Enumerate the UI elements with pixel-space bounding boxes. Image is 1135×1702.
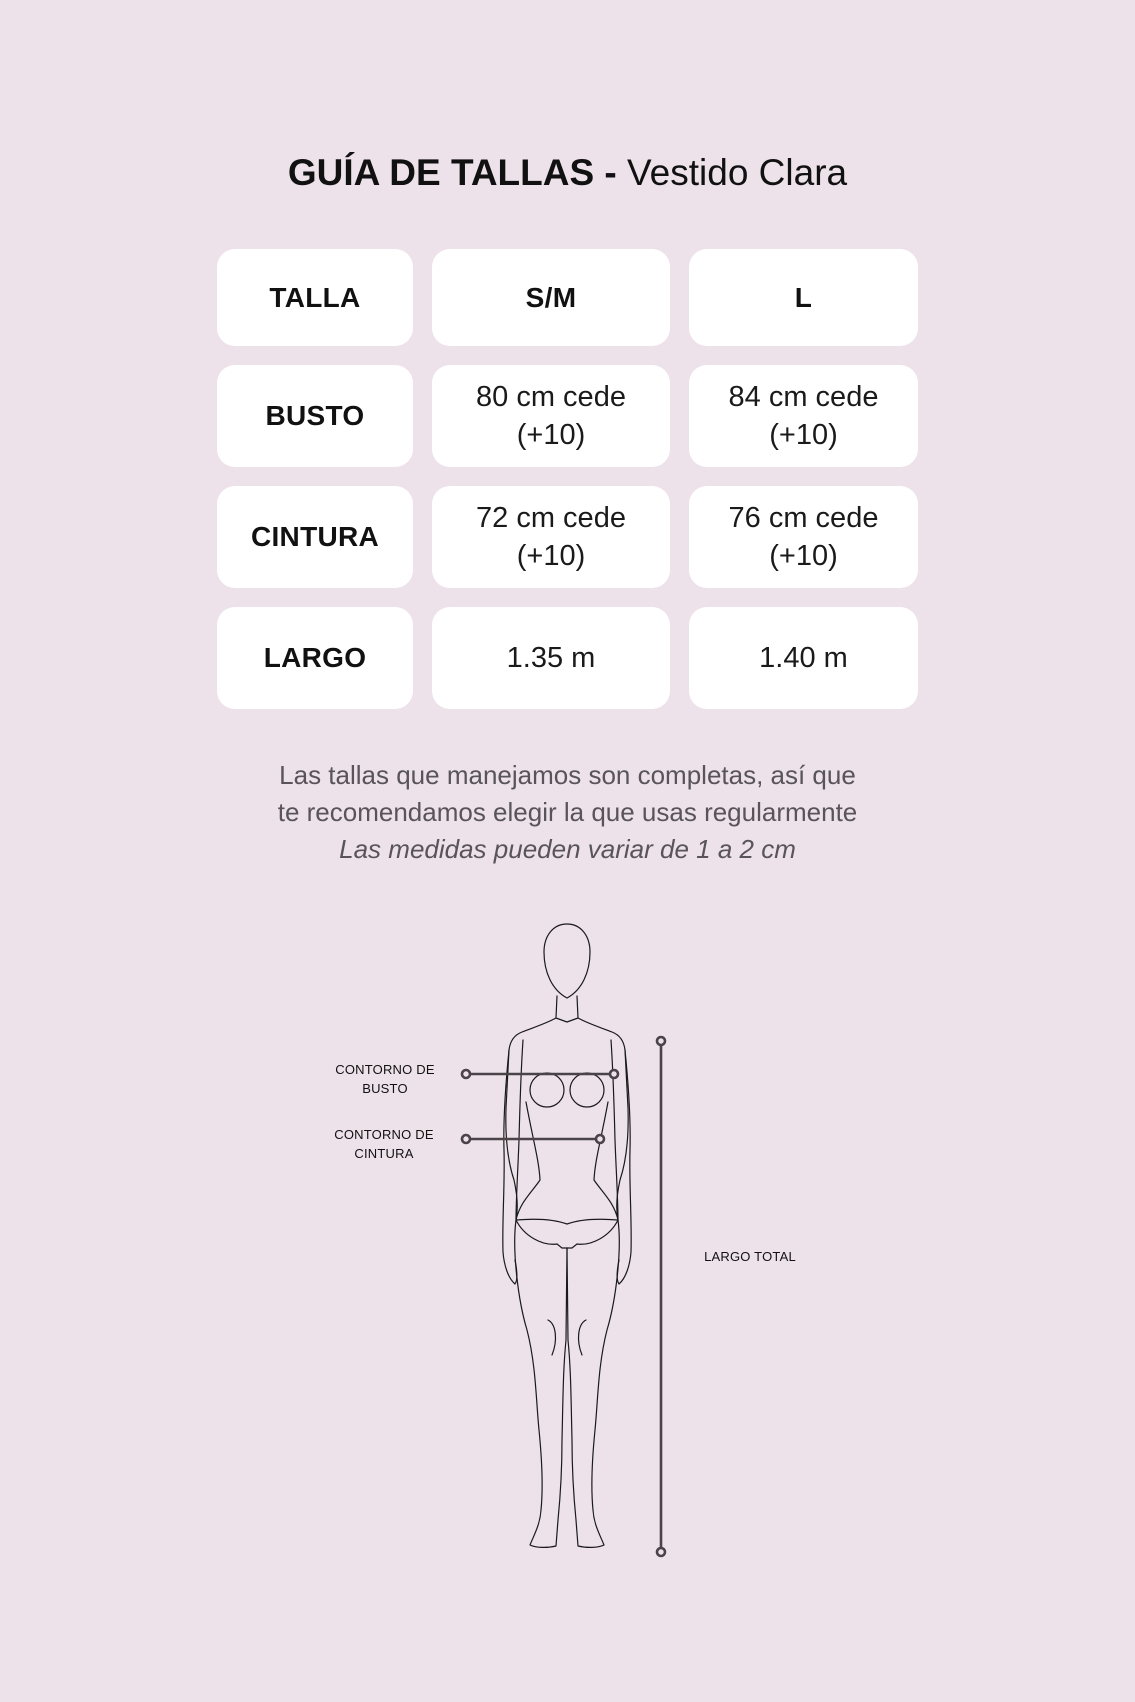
busto-sm-line1: 80 cm cede xyxy=(476,381,626,413)
size-note xyxy=(0,757,1135,868)
header-size-sm: S/M xyxy=(432,249,670,346)
note-line-2: te recomendamos elegir la que usas regularmente xyxy=(277,797,858,827)
cintura-l-line1: 76 cm cede xyxy=(728,502,879,534)
busto-sm-line2: (+10) xyxy=(516,419,586,451)
cintura-l-line2: (+10) xyxy=(769,540,838,572)
size-table xyxy=(217,249,918,709)
page-title xyxy=(0,148,1135,198)
title-bold: GUÍA DE TALLAS - xyxy=(287,152,617,193)
length-measure-line xyxy=(657,1037,665,1556)
bust-label-line1: CONTORNO DE xyxy=(335,1062,435,1077)
measurement-figure xyxy=(0,900,1135,1580)
mannequin-torso xyxy=(506,1018,628,1220)
largo-l-value: 1.40 m xyxy=(689,607,918,709)
waist-label-line1: CONTORNO DE xyxy=(334,1127,434,1142)
mannequin-bust-right xyxy=(570,1073,604,1107)
mannequin-head xyxy=(544,924,590,998)
busto-l-value xyxy=(689,365,918,467)
busto-sm-value xyxy=(432,365,670,467)
mannequin-neck xyxy=(556,996,578,1022)
title-product: Vestido Clara xyxy=(627,152,848,193)
mannequin-left-leg xyxy=(515,1220,567,1547)
header-size-l: L xyxy=(689,249,918,346)
busto-l-line2: (+10) xyxy=(769,419,838,451)
header-talla: TALLA xyxy=(217,249,413,346)
row-label-busto: BUSTO xyxy=(217,365,413,467)
busto-l-line1: 84 cm cede xyxy=(728,381,879,413)
row-label-cintura: CINTURA xyxy=(217,486,413,588)
waist-label-line2: CINTURA xyxy=(354,1146,414,1161)
mannequin-illustration xyxy=(0,900,1135,1580)
cintura-sm-value xyxy=(432,486,670,588)
length-label: LARGO TOTAL xyxy=(704,1249,796,1264)
waist-label xyxy=(318,1125,450,1163)
cintura-sm-line1: 72 cm cede xyxy=(476,502,626,534)
mannequin-right-leg xyxy=(567,1220,619,1547)
bust-measure-line xyxy=(462,1070,618,1078)
cintura-sm-line2: (+10) xyxy=(516,540,586,572)
largo-sm-value: 1.35 m xyxy=(432,607,670,709)
bust-label-line2: BUSTO xyxy=(362,1081,408,1096)
cintura-l-value xyxy=(689,486,918,588)
bust-label xyxy=(320,1060,450,1098)
mannequin-bust-left xyxy=(530,1073,564,1107)
mannequin-briefs xyxy=(516,1219,618,1248)
row-label-largo: LARGO xyxy=(217,607,413,709)
note-line-3: Las medidas pueden variar de 1 a 2 cm xyxy=(339,834,796,864)
note-line-1: Las tallas que manejamos son completas, así que xyxy=(279,760,856,790)
